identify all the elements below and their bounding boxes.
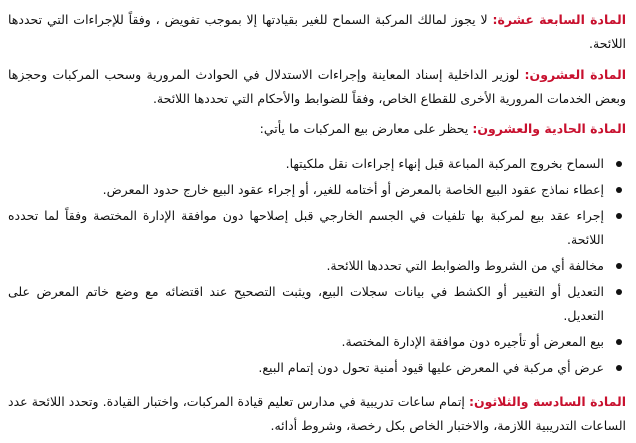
list-item [8,178,626,202]
bullet-icon [616,365,622,371]
list-item-text: مخالفة أي من الشروط والضوابط التي تحددها اللائحة. [326,258,604,273]
bullet-icon [616,289,622,295]
list-item-text: بيع المعرض أو تأجيره دون موافقة الإدارة المختصة. [341,334,604,349]
article-21 [8,117,626,141]
article-36-text: إتمام ساعات تدريبية في مدارس تعليم قيادة المركبات، واختبار القيادة. وتحدد اللائحة عدد الساعات التدريبية اللازمة، والاختبار الخاص بكل رخصة، وشروط أدائه. [8,394,626,433]
list-item [8,330,626,354]
list-item-text: إجراء عقد بيع لمركبة بها تلفيات في الجسم الخارجي قبل إصلاحها دون موافقة الإدارة المختصة وفقاً لما تحدده اللائحة. [8,208,604,247]
list-item [8,152,626,176]
article-17 [8,0,626,56]
list-item [8,254,626,278]
list-item-text: إعطاء نماذج عقود البيع الخاصة بالمعرض أو أختامه للغير، أو إجراء عقود البيع خارج حدود المعرض. [102,182,604,197]
bullet-icon [616,339,622,345]
bullet-icon [616,187,622,193]
article-36 [8,390,626,438]
article-21-text: يحظر على معارض بيع المركبات ما يأتي: [259,121,473,136]
list-item [8,280,626,328]
list-item [8,356,626,380]
article-20 [8,63,626,111]
bullet-icon [616,213,622,219]
article-17-text: لا يجوز لمالك المركبة السماح للغير بقيادتها إلا بموجب تفويض ، وفقاً للإجراءات التي تحددها اللائحة. [8,12,626,51]
article-20-text: لوزير الداخلية إسناد المعاينة وإجراءات الاستدلال في الحوادث المرورية وسحب المركبات وحجزها وبعض الخدمات المرورية الأخرى للقطاع الخاص، وفقاً للضوابط والأحكام التي تحددها اللائحة. [8,67,626,106]
list-item-text: عرض أي مركبة في المعرض عليها قيود أمنية تحول دون إتمام البيع. [258,360,604,375]
article-17-heading: المادة السابعة عشرة: [492,12,627,27]
bullet-icon [616,161,622,167]
article-21-heading: المادة الحادية والعشرون: [472,121,626,136]
article-20-heading: المادة العشرون: [524,67,626,82]
article-36-heading: المادة السادسة والثلاثون: [468,394,626,409]
list-item-text: السماح بخروج المركبة المباعة قبل إنهاء إجراءات نقل ملكيتها. [285,156,604,171]
list-item-text: التعديل أو التغيير أو الكشط في بيانات سجلات البيع، ويثبت التصحيح عند اقتضائه مع وضع خاتم المعرض على التعديل. [8,284,604,323]
list-item [8,204,626,252]
bullet-icon [616,263,622,269]
article-21-list [8,152,626,380]
